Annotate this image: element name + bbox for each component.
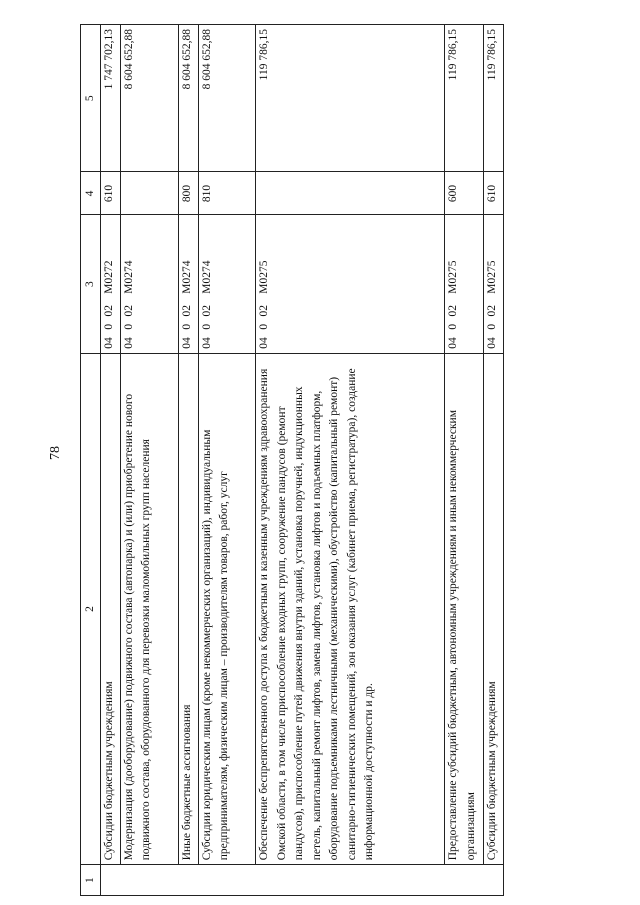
- table-header-row: [81, 25, 101, 896]
- amount-cell: 1 747 702,13: [100, 25, 120, 173]
- amount-cell: 8 604 652,88: [198, 25, 256, 173]
- row-name-cell: Обеспечение беспрепятственного доступа к бюджетным и казенным учреждениям здравоохранения Омской области, в том числе приспособление входных групп, сооружение пандусов (ремонт пандусов), приспособление путей движения внутри зданий, установка поручней, индукционных петель, капитальный ремонт лифтов, замена лифтов, установка лифтов и подъемных платформ, оборудование подъемниками лестничными (механическими), обустройство (капитальный ремонт) санитарно-гигиенических помещений, зон оказания услуг (кабинет приема, регистратура), создание информационной доступности и др.: [256, 353, 445, 865]
- column-1-cell: [100, 865, 503, 896]
- table-row: [256, 25, 445, 896]
- column-header: 5: [81, 25, 101, 173]
- expense-type-cell: 600: [445, 172, 484, 215]
- budget-code-cell: 04002M0275: [484, 215, 504, 353]
- amount-cell: 8 604 652,88: [178, 25, 198, 173]
- row-name-cell: Субсидии юридическим лицам (кроме некоммерческих организаций), индивидуальным предпринимателям, физическим лицам – производителям товаров, работ, услуг: [198, 353, 256, 865]
- table-row: [120, 25, 178, 896]
- row-name-cell: Предоставление субсидий бюджетным, автономным учреждениям и иным некоммерческим организациям: [445, 353, 484, 865]
- row-name-cell: Иные бюджетные ассигнования: [178, 353, 198, 865]
- budget-table-frame: [80, 24, 504, 896]
- budget-code-cell: 04002M0272: [100, 215, 120, 353]
- column-header: 4: [81, 172, 101, 215]
- budget-code-cell: 04002M0274: [178, 215, 198, 353]
- table-row: [100, 25, 120, 896]
- row-name-cell: Субсидии бюджетным учреждениям: [484, 353, 504, 865]
- table-row: [484, 25, 504, 896]
- table-row: [198, 25, 256, 896]
- expense-type-cell: 800: [178, 172, 198, 215]
- expense-type-cell: 810: [198, 172, 256, 215]
- budget-code-cell: 04002M0274: [198, 215, 256, 353]
- budget-table: [80, 24, 504, 896]
- table-row: [445, 25, 484, 896]
- row-name-cell: Модернизация (дооборудование) подвижного состава (автопарка) и (или) приобретение нового подвижного состава, оборудованного для перевозки маломобильных групп населения: [120, 353, 178, 865]
- column-header: 1: [81, 865, 101, 896]
- amount-cell: 119 786,15: [484, 25, 504, 173]
- budget-code-cell: 04002M0274: [120, 215, 178, 353]
- expense-type-cell: 610: [484, 172, 504, 215]
- page-number: 78: [48, 446, 63, 460]
- column-header: 2: [81, 353, 101, 865]
- budget-code-cell: 04002M0275: [256, 215, 445, 353]
- expense-type-cell: [120, 172, 178, 215]
- amount-cell: 8 604 652,88: [120, 25, 178, 173]
- budget-code-cell: 04002M0275: [445, 215, 484, 353]
- table-row: [178, 25, 198, 896]
- amount-cell: 119 786,15: [256, 25, 445, 173]
- expense-type-cell: 610: [100, 172, 120, 215]
- expense-type-cell: [256, 172, 445, 215]
- row-name-cell: Субсидии бюджетным учреждениям: [100, 353, 120, 865]
- column-header: 3: [81, 215, 101, 353]
- amount-cell: 119 786,15: [445, 25, 484, 173]
- rotated-page-content: [80, 24, 504, 896]
